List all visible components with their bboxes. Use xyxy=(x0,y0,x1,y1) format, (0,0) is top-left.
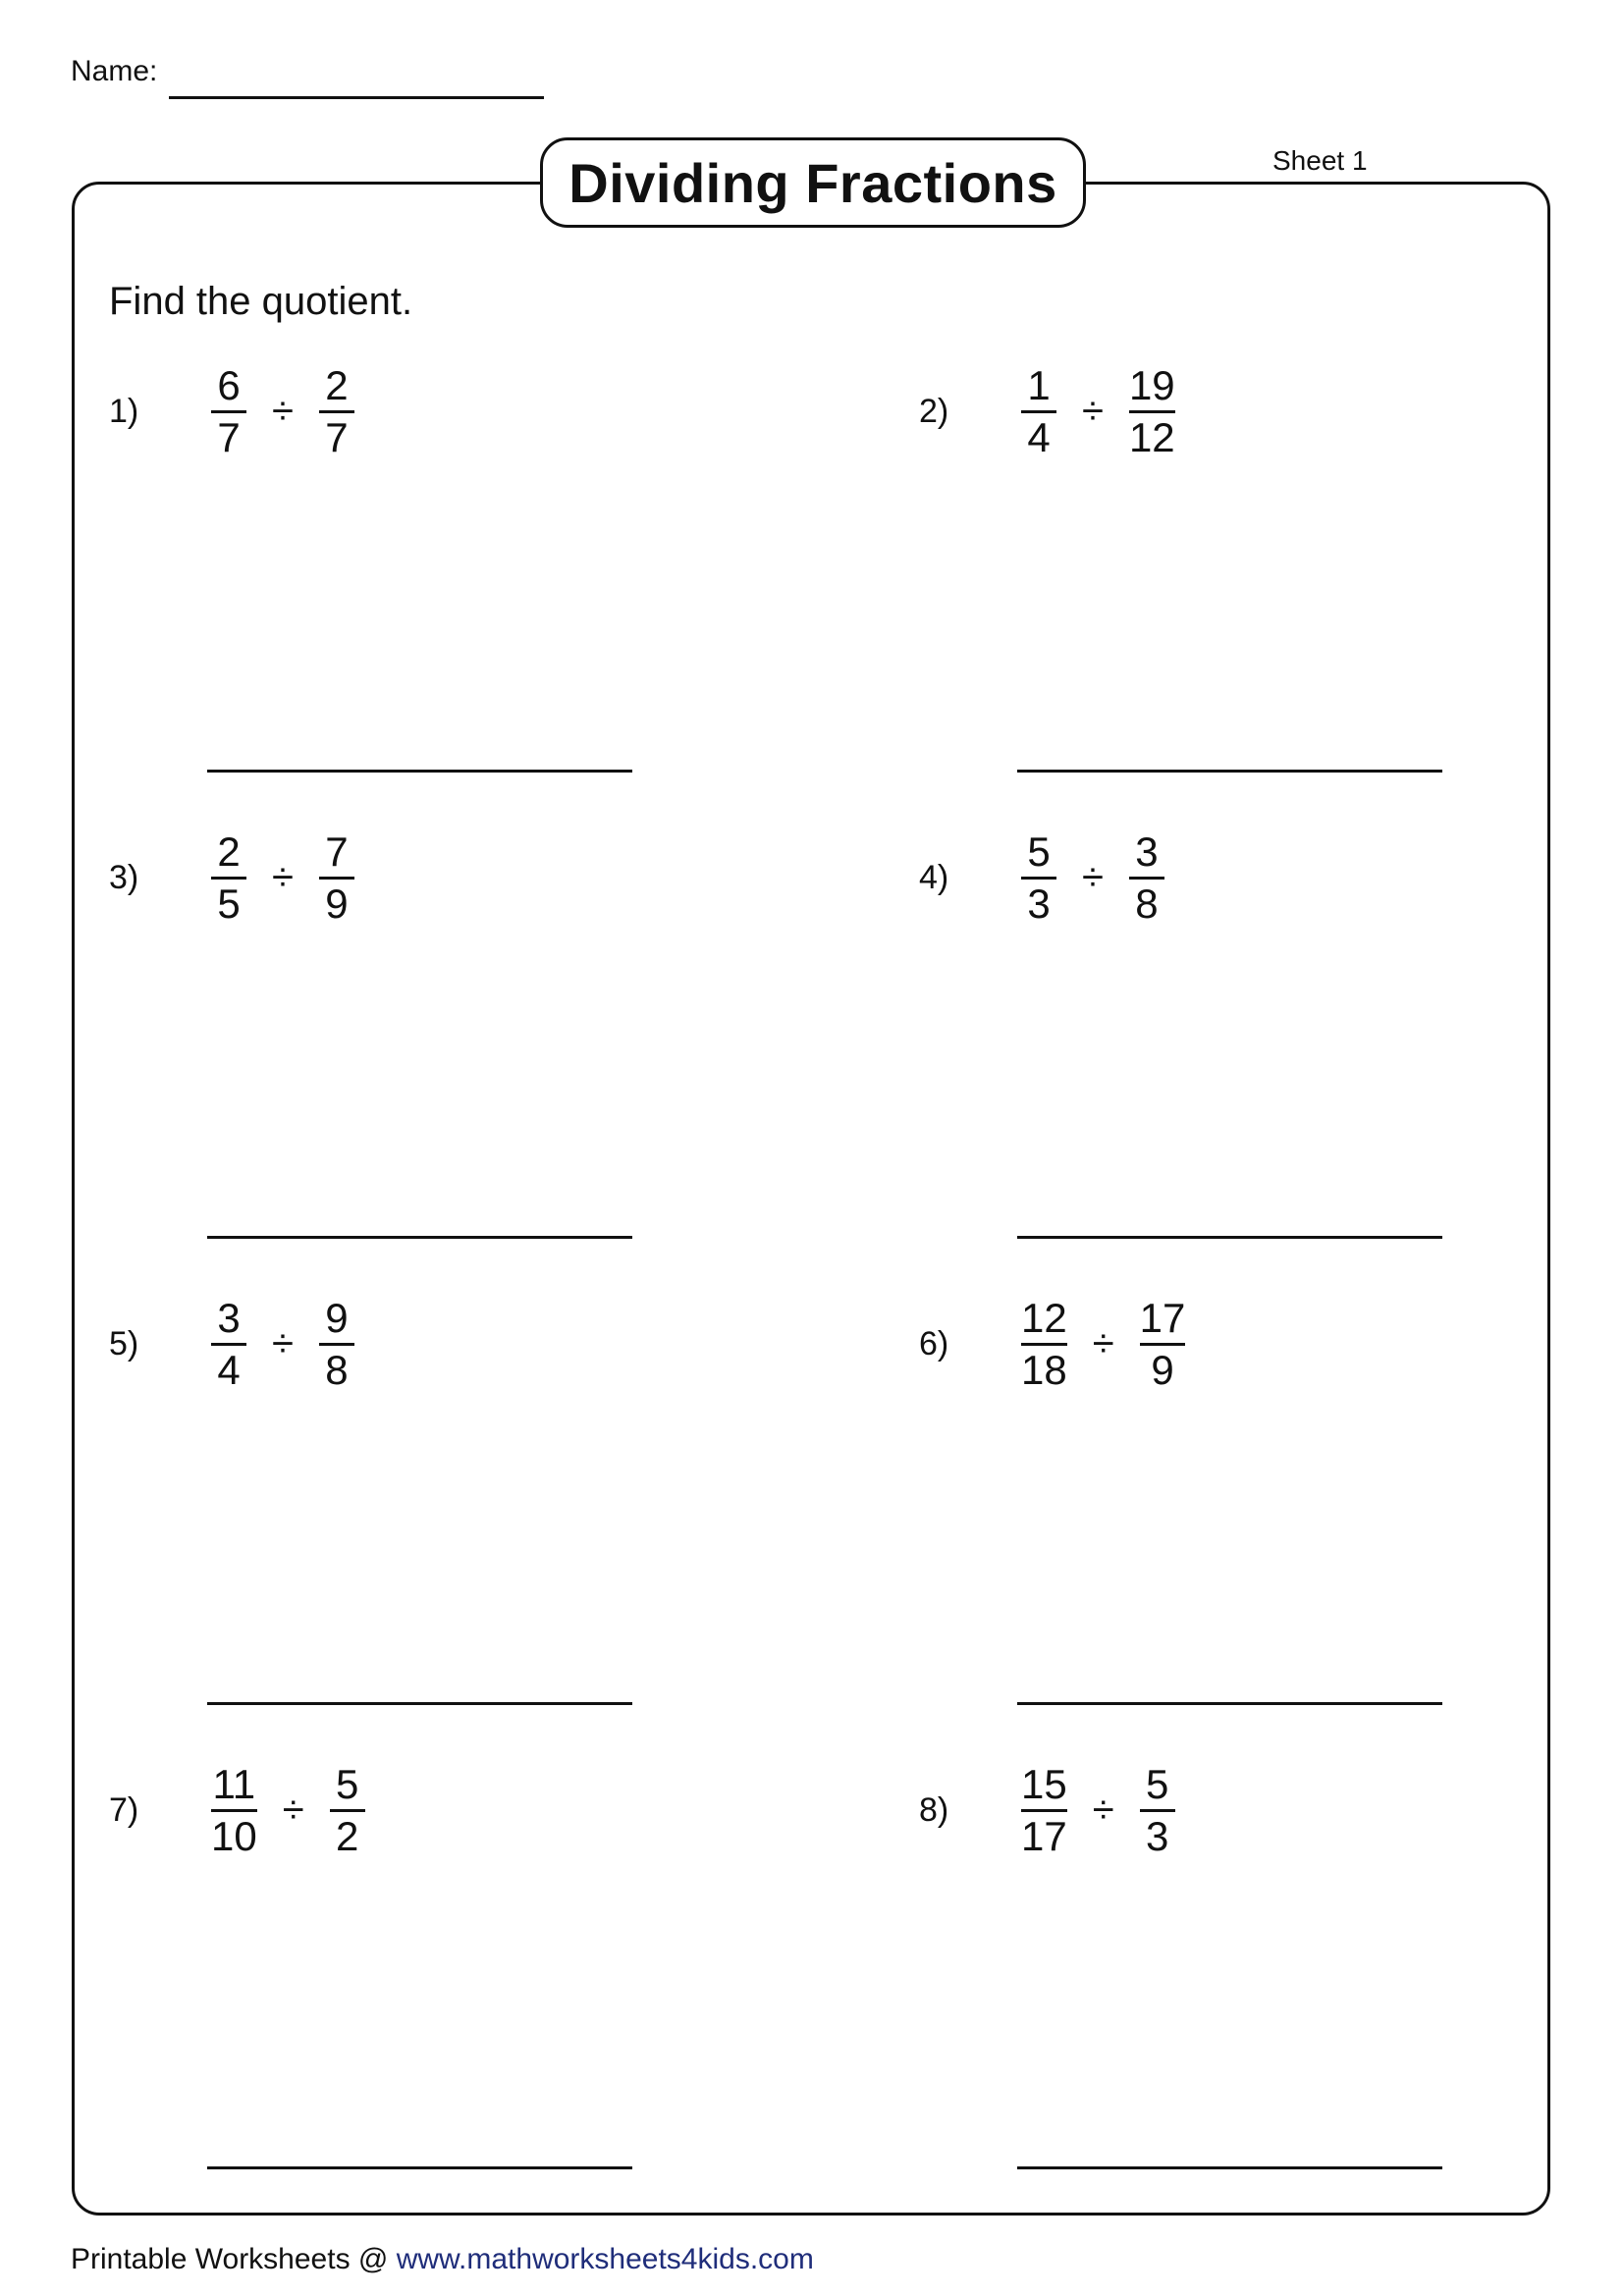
denominator: 5 xyxy=(217,881,241,927)
problem-number: 8) xyxy=(919,1791,949,1829)
numerator: 5 xyxy=(1145,1761,1169,1807)
instructions: Find the quotient. xyxy=(109,280,413,323)
sheet-number: Sheet 1 xyxy=(1272,145,1368,176)
denominator: 7 xyxy=(325,414,349,460)
fraction-bar xyxy=(1129,410,1175,413)
expression xyxy=(207,363,358,460)
numerator: 5 xyxy=(335,1761,359,1807)
numerator: 7 xyxy=(325,828,349,875)
denominator: 4 xyxy=(1027,414,1051,460)
problem-number: 4) xyxy=(919,859,949,896)
answer-line-1[interactable] xyxy=(207,770,632,773)
answer-line-3[interactable] xyxy=(207,1236,632,1239)
fraction-bar xyxy=(319,877,354,880)
fraction-dividend xyxy=(1017,363,1060,460)
footer-label: Printable Worksheets @ xyxy=(71,2243,397,2275)
problem-number: 1) xyxy=(109,393,139,430)
divide-operator: ÷ xyxy=(272,1322,294,1365)
answer-line-7[interactable] xyxy=(207,2166,632,2169)
footer xyxy=(71,2243,814,2276)
worksheet-title: Dividing Fractions xyxy=(540,137,1086,228)
denominator: 8 xyxy=(1135,881,1159,927)
divide-operator: ÷ xyxy=(1082,856,1104,899)
fraction-bar xyxy=(211,1343,246,1346)
fraction-divisor xyxy=(1125,829,1168,927)
problem-number: 3) xyxy=(109,859,139,896)
numerator: 15 xyxy=(1021,1761,1067,1807)
fraction-bar xyxy=(1021,1343,1067,1346)
fraction-divisor xyxy=(315,829,358,927)
denominator: 9 xyxy=(1151,1347,1174,1393)
denominator: 8 xyxy=(325,1347,349,1393)
answer-line-2[interactable] xyxy=(1017,770,1442,773)
denominator: 17 xyxy=(1021,1813,1067,1859)
denominator: 4 xyxy=(217,1347,241,1393)
answer-line-6[interactable] xyxy=(1017,1702,1442,1705)
numerator: 6 xyxy=(217,362,241,408)
divide-operator: ÷ xyxy=(1092,1322,1114,1365)
worksheet-frame xyxy=(72,182,1550,2216)
fraction-divisor xyxy=(315,1296,358,1393)
divide-operator: ÷ xyxy=(272,390,294,433)
expression xyxy=(1017,1296,1189,1393)
numerator: 2 xyxy=(217,828,241,875)
divide-operator: ÷ xyxy=(1092,1789,1114,1832)
denominator: 10 xyxy=(211,1813,257,1859)
expression xyxy=(207,1762,369,1859)
name-field-line[interactable] xyxy=(169,96,544,99)
numerator: 17 xyxy=(1139,1295,1186,1341)
fraction-bar xyxy=(211,877,246,880)
fraction-bar xyxy=(1021,877,1056,880)
fraction-bar xyxy=(1129,877,1164,880)
answer-line-5[interactable] xyxy=(207,1702,632,1705)
divide-operator: ÷ xyxy=(272,856,294,899)
denominator: 9 xyxy=(325,881,349,927)
divide-operator: ÷ xyxy=(282,1789,304,1832)
denominator: 3 xyxy=(1145,1813,1169,1859)
fraction-dividend xyxy=(207,1296,250,1393)
fraction-divisor xyxy=(1136,1762,1179,1859)
name-label: Name: xyxy=(71,55,158,87)
fraction-dividend xyxy=(1017,1762,1071,1859)
fraction-divisor xyxy=(1125,363,1179,460)
denominator: 2 xyxy=(335,1813,359,1859)
fraction-bar xyxy=(1140,1809,1175,1812)
fraction-divisor xyxy=(1136,1296,1190,1393)
problem-number: 2) xyxy=(919,393,949,430)
numerator: 2 xyxy=(325,362,349,408)
fraction-dividend xyxy=(207,363,250,460)
fraction-divisor xyxy=(326,1762,369,1859)
expression xyxy=(207,829,358,927)
numerator: 19 xyxy=(1128,362,1175,408)
expression xyxy=(1017,1762,1179,1859)
fraction-bar xyxy=(1021,410,1056,413)
divide-operator: ÷ xyxy=(1082,390,1104,433)
numerator: 12 xyxy=(1021,1295,1067,1341)
numerator: 1 xyxy=(1027,362,1051,408)
fraction-dividend xyxy=(1017,1296,1071,1393)
fraction-dividend xyxy=(207,1762,261,1859)
fraction-dividend xyxy=(1017,829,1060,927)
problem-number: 5) xyxy=(109,1325,139,1362)
answer-line-8[interactable] xyxy=(1017,2166,1442,2169)
fraction-bar xyxy=(319,1343,354,1346)
denominator: 18 xyxy=(1021,1347,1067,1393)
numerator: 11 xyxy=(212,1761,256,1807)
fraction-dividend xyxy=(207,829,250,927)
numerator: 3 xyxy=(1135,828,1159,875)
numerator: 3 xyxy=(217,1295,241,1341)
fraction-bar xyxy=(319,410,354,413)
denominator: 7 xyxy=(217,414,241,460)
problem-number: 6) xyxy=(919,1325,949,1362)
numerator: 9 xyxy=(325,1295,349,1341)
numerator: 5 xyxy=(1027,828,1051,875)
fraction-bar xyxy=(211,1809,257,1812)
denominator: 12 xyxy=(1128,414,1175,460)
fraction-bar xyxy=(330,1809,365,1812)
fraction-bar xyxy=(211,410,246,413)
problem-number: 7) xyxy=(109,1791,139,1829)
answer-line-4[interactable] xyxy=(1017,1236,1442,1239)
expression xyxy=(1017,363,1179,460)
footer-link[interactable]: www.mathworksheets4kids.com xyxy=(396,2243,814,2275)
expression xyxy=(1017,829,1168,927)
expression xyxy=(207,1296,358,1393)
fraction-divisor xyxy=(315,363,358,460)
fraction-bar xyxy=(1021,1809,1067,1812)
fraction-bar xyxy=(1140,1343,1186,1346)
denominator: 3 xyxy=(1027,881,1051,927)
